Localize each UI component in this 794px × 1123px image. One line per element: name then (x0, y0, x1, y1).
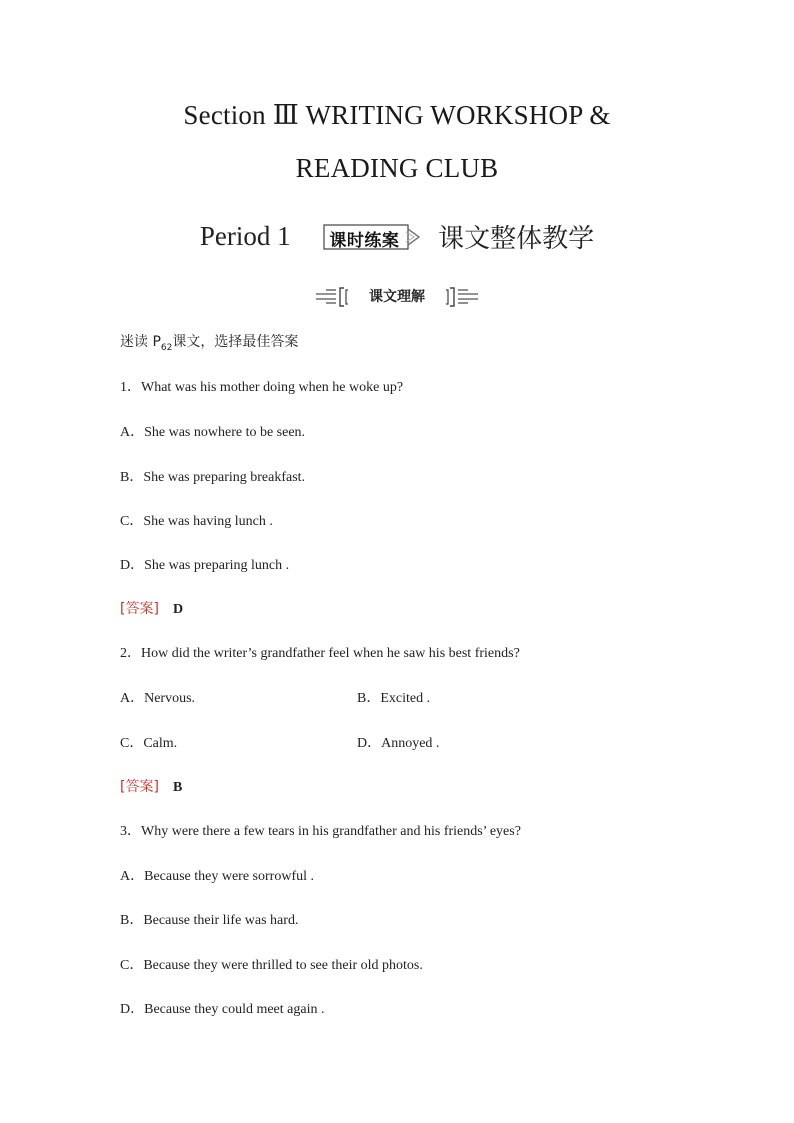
question-1-option-b: B．She was preparing breakfast. (120, 470, 306, 485)
title-line-1: Section Ⅲ WRITING WORKSHOP & (183, 100, 611, 130)
question-3-stem: 3．Why were there a few tears in his grandfather and his friends’ eyes? (120, 824, 521, 839)
answer-label: [答案] (120, 601, 159, 617)
question-3-option-a: A．Because they were sorrowful . (120, 869, 314, 884)
instruction-suffix: 课文，选择最佳答案 (172, 334, 299, 350)
tag-label: 课时练案 (329, 230, 400, 251)
section-heading-bar (0, 284, 794, 310)
answer-value: D (172, 602, 184, 617)
question-2-option-c: C．Calm. (120, 736, 178, 751)
instruction-page-number: 62 (160, 342, 173, 353)
answer-value: B (172, 780, 183, 795)
question-1-option-a: A．She was nowhere to be seen. (120, 425, 306, 440)
lesson-tag (323, 223, 421, 251)
question-3-option-c: C．Because they were thrilled to see their old photos. (120, 958, 423, 973)
question-2-stem: 2．How did the writer’s grandfather feel when he saw his best friends? (120, 646, 520, 661)
question-2-option-b: B．Excited . (357, 691, 431, 706)
question-3-option-b: B．Because their life was hard. (120, 913, 299, 928)
question-2-option-a: A．Nervous. (120, 691, 196, 706)
title-line-2: READING CLUB (295, 153, 499, 183)
question-1-option-d: D．She was preparing lunch . (120, 558, 290, 573)
answer-label: [答案] (120, 779, 159, 795)
question-2-answer (120, 776, 182, 796)
period-label: Period 1 (199, 221, 291, 251)
period-row (0, 218, 794, 255)
section-heading: 课文理解 (369, 289, 425, 305)
instruction-prefix: 迷读 P (120, 334, 161, 350)
question-1-stem: 1．What was his mother doing when he woke up? (120, 380, 404, 395)
instruction (120, 331, 298, 353)
question-3-option-d: D．Because they could meet again . (120, 1002, 325, 1017)
question-1-answer (120, 598, 183, 618)
chinese-subtitle: 课文整体教学 (438, 224, 595, 254)
question-2-option-d: D．Annoyed . (357, 736, 440, 751)
question-1-option-c: C．She was having lunch . (120, 514, 273, 529)
